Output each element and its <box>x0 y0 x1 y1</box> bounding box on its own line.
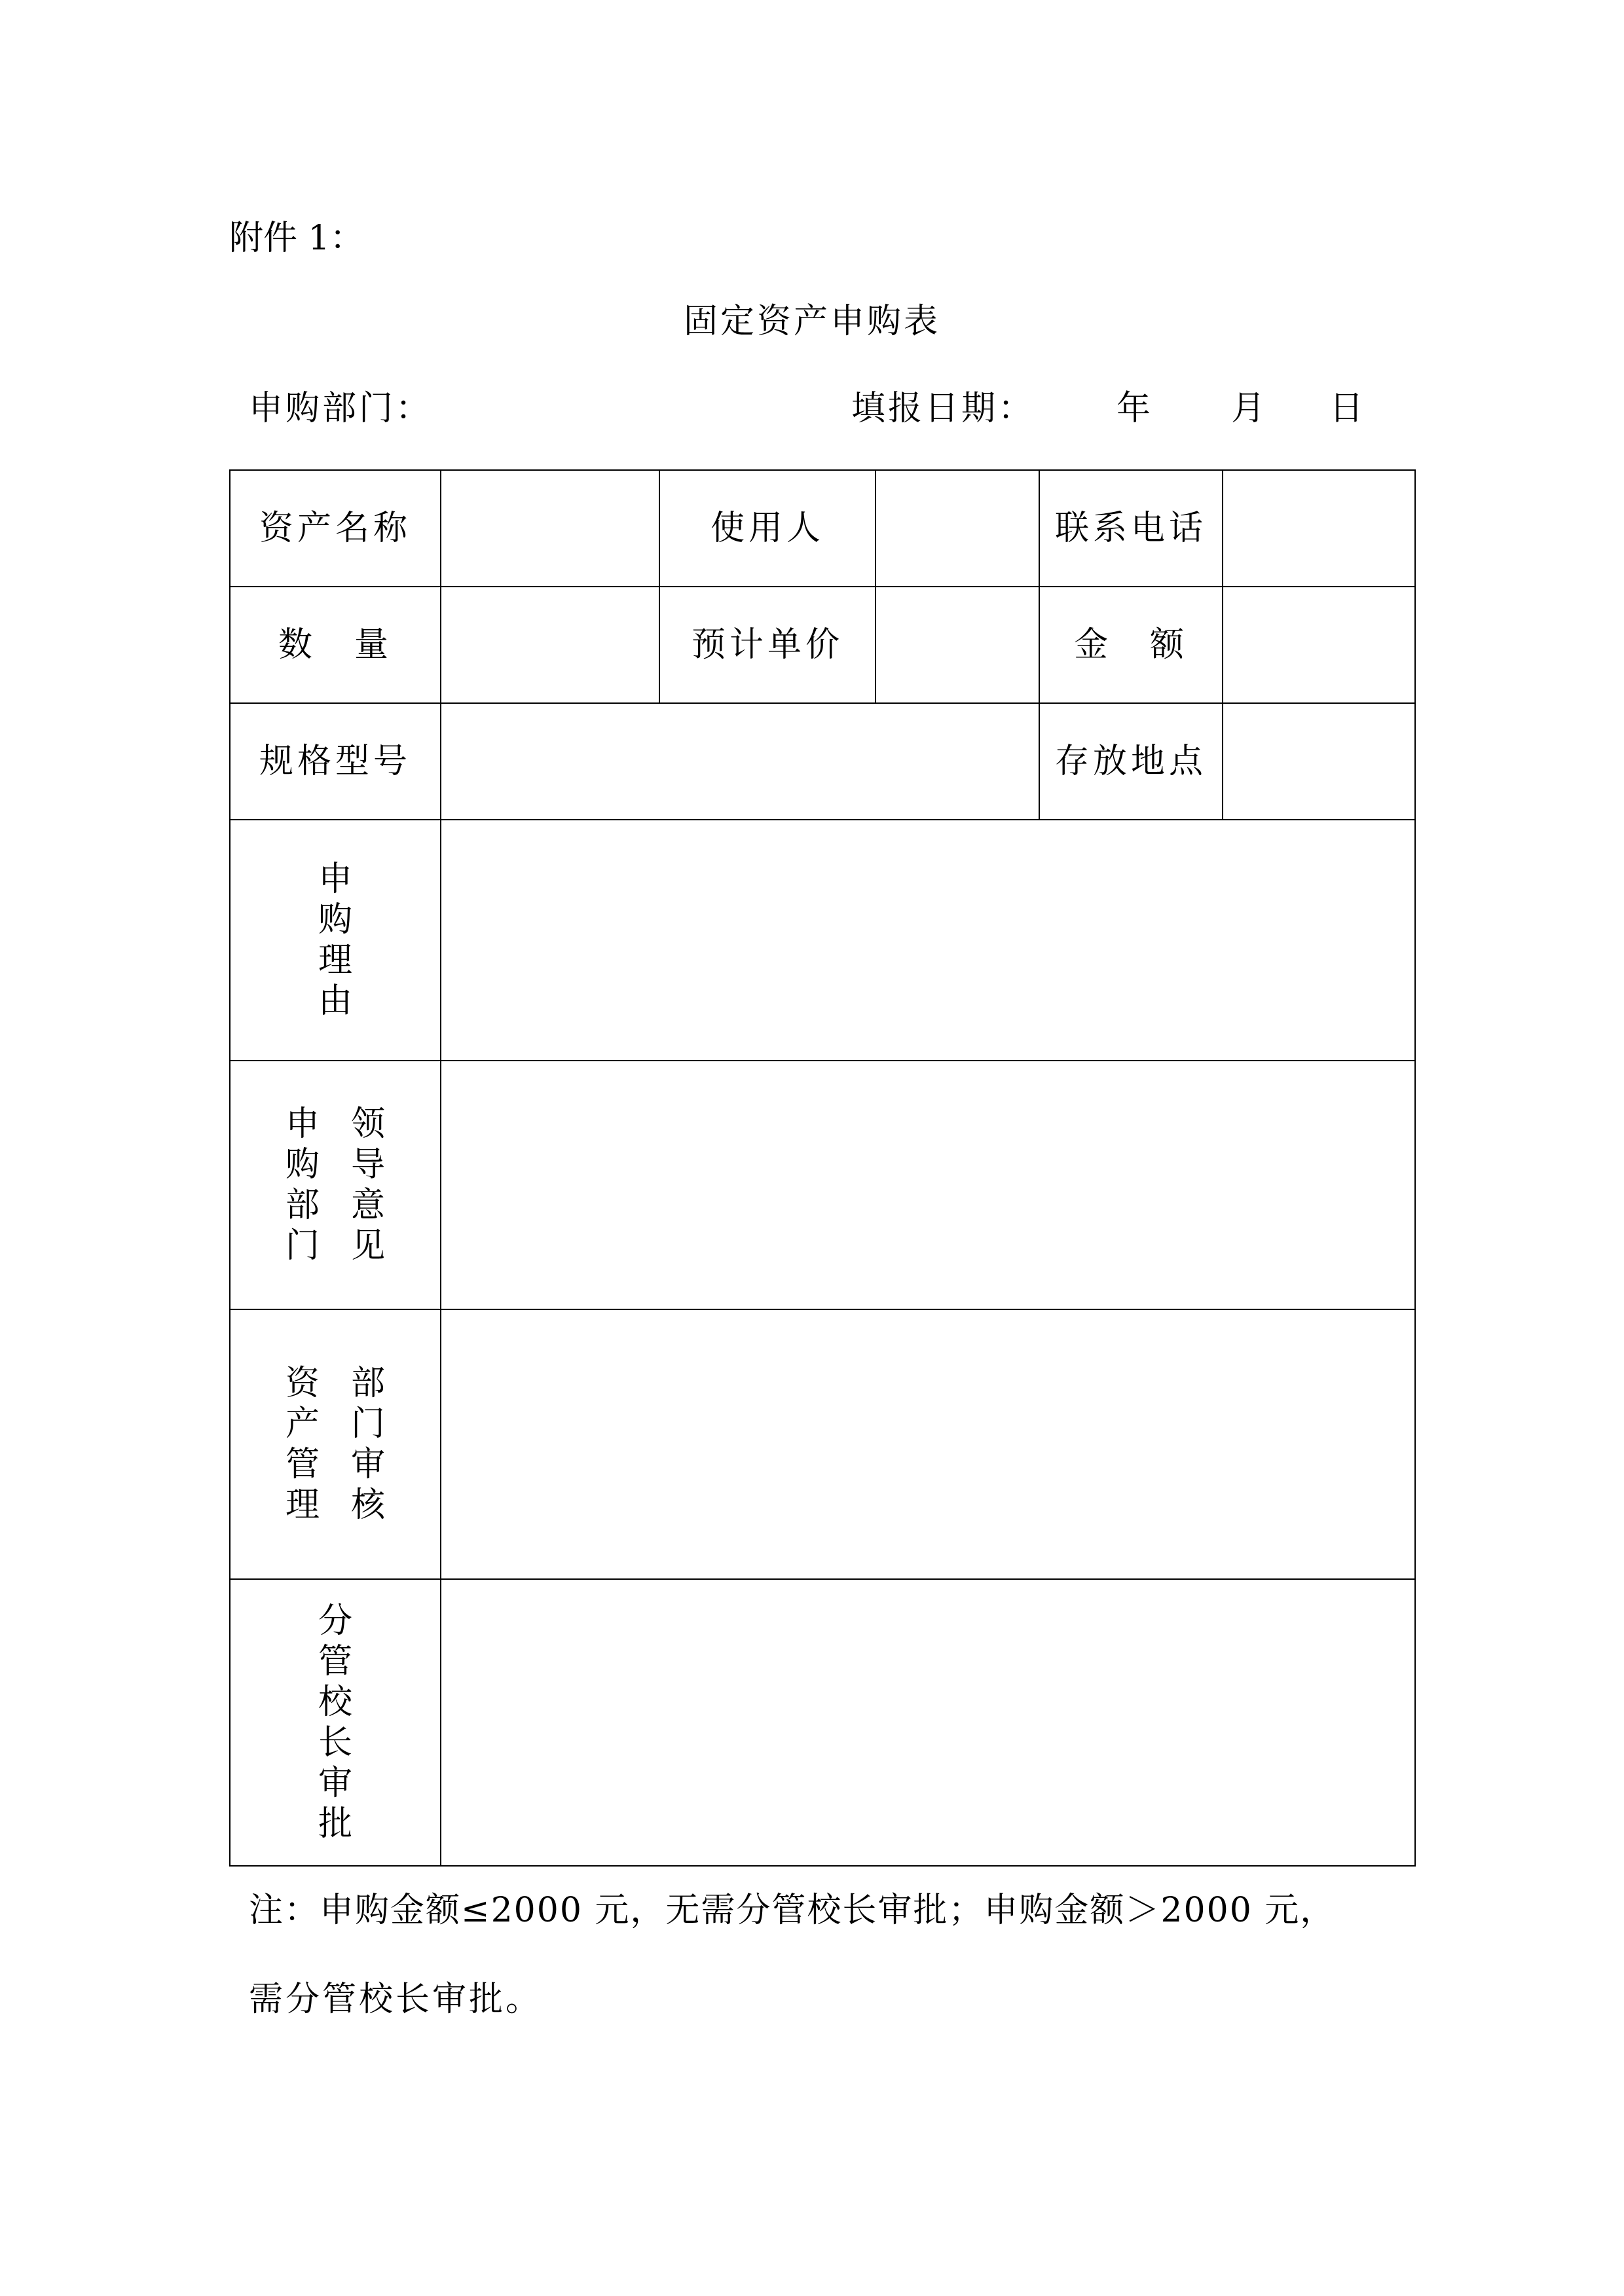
vertical-char: 由 <box>318 981 352 1021</box>
vertical-char: 理 <box>318 941 352 980</box>
asset-name-label: 资产名称 <box>230 470 441 587</box>
principal-chars <box>316 1601 355 1844</box>
attachment-label: 附件 1： <box>229 219 364 258</box>
asset-review-col2 <box>348 1363 388 1525</box>
form-title: 固定资产申购表 <box>683 302 940 341</box>
quantity-field[interactable] <box>441 587 659 703</box>
vertical-char: 购 <box>285 1145 320 1184</box>
vertical-char: 申 <box>318 860 352 899</box>
user-field[interactable] <box>876 470 1039 587</box>
vertical-char: 门 <box>350 1404 385 1444</box>
day-label: 日 <box>1329 389 1364 428</box>
vertical-char: 见 <box>350 1226 385 1266</box>
vertical-char: 核 <box>350 1485 385 1525</box>
principal-approval-label <box>230 1579 441 1866</box>
vertical-char: 部 <box>350 1364 385 1403</box>
month-label: 月 <box>1231 389 1266 428</box>
quantity-label: 数 量 <box>230 587 441 703</box>
vertical-char: 批 <box>318 1804 352 1844</box>
vertical-char: 分 <box>318 1601 352 1641</box>
dept-opinion-label <box>230 1061 441 1309</box>
location-label: 存放地点 <box>1039 703 1223 820</box>
vertical-char: 管 <box>285 1445 320 1484</box>
dept-opinion-col2 <box>348 1104 388 1266</box>
location-field[interactable] <box>1223 703 1415 820</box>
asset-name-field[interactable] <box>441 470 659 587</box>
vertical-char: 资 <box>285 1364 320 1403</box>
vertical-char: 理 <box>285 1485 320 1525</box>
unit-price-field[interactable] <box>876 587 1039 703</box>
vertical-char: 校 <box>318 1683 352 1722</box>
vertical-char: 意 <box>350 1186 385 1225</box>
vertical-char: 导 <box>350 1145 385 1184</box>
vertical-char: 审 <box>350 1445 385 1484</box>
asset-review-label <box>230 1309 441 1579</box>
unit-price-label: 预计单价 <box>659 587 876 703</box>
purchase-form-table <box>229 469 1416 1867</box>
vertical-char: 部 <box>285 1186 320 1225</box>
year-label: 年 <box>1116 389 1151 428</box>
dept-label: 申购部门： <box>249 389 433 428</box>
reason-chars <box>316 859 355 1021</box>
note-line-2: 需分管校长审批。 <box>249 1980 543 2019</box>
phone-field[interactable] <box>1223 470 1415 587</box>
vertical-char: 购 <box>318 900 352 939</box>
amount-label: 金 额 <box>1039 587 1223 703</box>
dept-opinion-col1 <box>283 1104 322 1266</box>
vertical-char: 管 <box>318 1642 352 1681</box>
note-line-1: 注：申购金额≤2000 元，无需分管校长审批；申购金额＞2000 元， <box>249 1891 1336 1930</box>
reason-field[interactable] <box>441 820 1415 1061</box>
spec-label: 规格型号 <box>230 703 441 820</box>
vertical-char: 审 <box>318 1764 352 1803</box>
vertical-char: 产 <box>285 1404 320 1444</box>
vertical-char: 门 <box>285 1226 320 1266</box>
asset-review-field[interactable] <box>441 1309 1415 1579</box>
fill-date-label: 填报日期： <box>851 389 1035 428</box>
vertical-char: 领 <box>350 1104 385 1144</box>
user-label: 使用人 <box>659 470 876 587</box>
asset-review-col1 <box>283 1363 322 1525</box>
spec-field[interactable] <box>441 703 1039 820</box>
vertical-char: 申 <box>285 1104 320 1144</box>
vertical-char: 长 <box>318 1723 352 1762</box>
phone-label: 联系电话 <box>1039 470 1223 587</box>
principal-approval-field[interactable] <box>441 1579 1415 1866</box>
reason-label <box>230 820 441 1061</box>
amount-field[interactable] <box>1223 587 1415 703</box>
dept-opinion-field[interactable] <box>441 1061 1415 1309</box>
